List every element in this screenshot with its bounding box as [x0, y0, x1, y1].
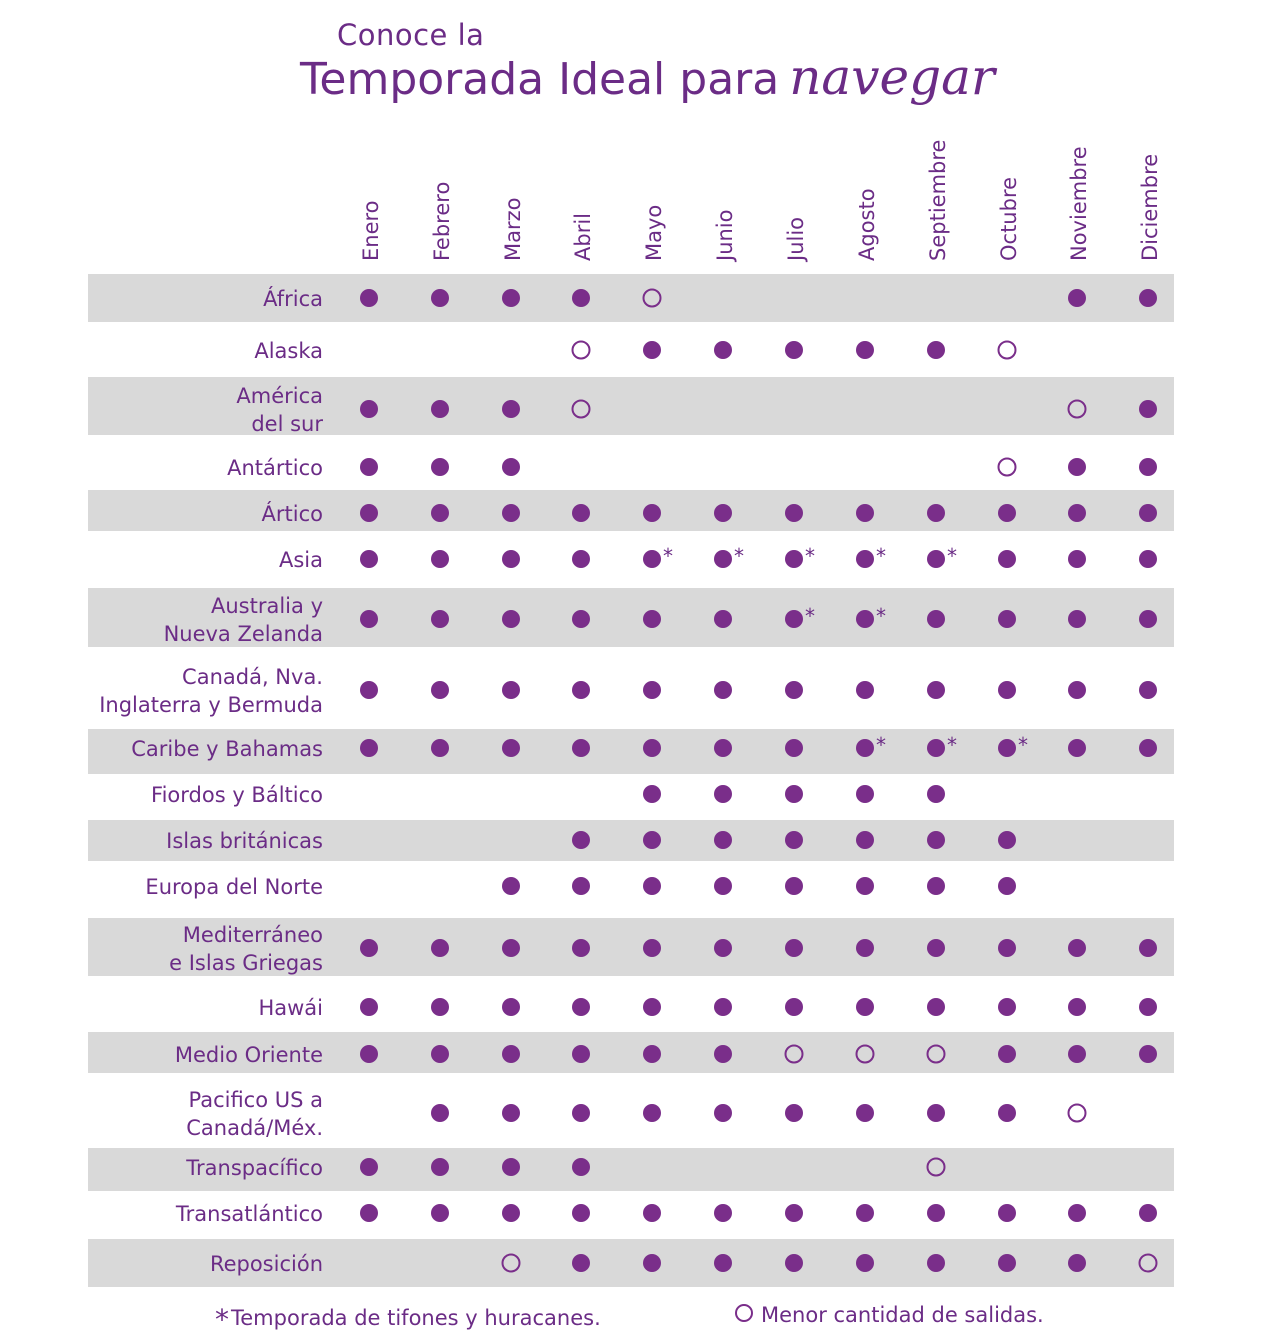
season-dot [502, 1045, 520, 1063]
season-dot [431, 458, 449, 476]
season-dot [856, 998, 874, 1016]
season-dot [785, 341, 803, 359]
hurricane-star: * [663, 544, 673, 568]
season-dot [643, 1254, 661, 1272]
season-dot [360, 504, 378, 522]
season-dot [714, 739, 732, 757]
season-dot [856, 681, 874, 699]
region-label: Antártico [227, 456, 323, 480]
season-dot [998, 1204, 1016, 1222]
season-dot [431, 739, 449, 757]
season-dot [360, 458, 378, 476]
season-dot [856, 610, 874, 628]
season-dot [714, 550, 732, 568]
season-dot [431, 610, 449, 628]
region-label: Caribe y Bahamas [131, 737, 323, 761]
season-dot [572, 1204, 590, 1222]
season-dot [502, 1158, 520, 1176]
season-dot [1139, 610, 1157, 628]
season-dot [431, 1045, 449, 1063]
season-dot [643, 1204, 661, 1222]
season-dot [1068, 998, 1086, 1016]
season-dot [643, 998, 661, 1016]
season-dot [714, 504, 732, 522]
season-dot [856, 877, 874, 895]
legend-hurricane-label: Temporada de tifones y huracanes. [231, 1306, 601, 1330]
season-dot [785, 1204, 803, 1222]
season-dot [927, 877, 945, 895]
season-dot [431, 400, 449, 418]
legend-fewer-departures [735, 1303, 1044, 1327]
season-dot [998, 504, 1016, 522]
season-dot [856, 1204, 874, 1222]
season-dot [714, 939, 732, 957]
region-label: Asia [278, 548, 323, 572]
season-dot [643, 877, 661, 895]
season-dot [431, 1158, 449, 1176]
region-label: Australia y [211, 594, 323, 618]
season-dot [360, 1204, 378, 1222]
season-dot [998, 877, 1016, 895]
month-label: Enero [359, 200, 383, 261]
hurricane-star: * [947, 733, 957, 757]
month-label: Abril [571, 213, 595, 261]
season-dot [502, 877, 520, 895]
month-label: Agosto [855, 188, 879, 261]
season-dot [1068, 458, 1086, 476]
title-script-word: navegar [789, 48, 995, 106]
season-dot [502, 739, 520, 757]
region-label: Islas británicas [166, 829, 323, 853]
kicker-title: Conoce la [337, 18, 485, 52]
season-dot [643, 550, 661, 568]
month-label: Julio [784, 216, 808, 261]
season-dot [785, 785, 803, 803]
season-dot [785, 939, 803, 957]
legend-fewer-label: Menor cantidad de salidas. [761, 1303, 1044, 1327]
season-dot [1139, 289, 1157, 307]
season-dot [856, 1254, 874, 1272]
season-dot [714, 681, 732, 699]
season-dot [572, 939, 590, 957]
season-dot [572, 831, 590, 849]
season-dot [1068, 1204, 1086, 1222]
season-dot [502, 610, 520, 628]
region-label: Canadá/Méx. [186, 1116, 323, 1140]
season-dot [1068, 681, 1086, 699]
fewer-departures-circle [999, 459, 1016, 476]
season-dot [431, 681, 449, 699]
season-dot [998, 550, 1016, 568]
region-label: África [263, 287, 323, 311]
season-dot [643, 939, 661, 957]
season-dot [572, 877, 590, 895]
season-dot [1139, 550, 1157, 568]
region-label: Fiordos y Báltico [151, 783, 323, 807]
season-dot [785, 1254, 803, 1272]
season-dot [927, 681, 945, 699]
season-dot [714, 998, 732, 1016]
season-dot [785, 610, 803, 628]
region-label: Hawái [258, 996, 323, 1020]
season-dot [431, 550, 449, 568]
season-dot [1068, 939, 1086, 957]
season-dot [927, 1254, 945, 1272]
season-dot [1139, 939, 1157, 957]
season-dot [572, 550, 590, 568]
season-dot [360, 681, 378, 699]
season-dot [714, 341, 732, 359]
season-dot [643, 831, 661, 849]
fewer-departures-circle [573, 342, 590, 359]
season-dot [643, 681, 661, 699]
season-dot [927, 550, 945, 568]
season-dot [856, 739, 874, 757]
season-dot [502, 550, 520, 568]
season-dot [785, 998, 803, 1016]
season-dot [1139, 504, 1157, 522]
season-dot [998, 998, 1016, 1016]
month-label: Marzo [501, 197, 525, 261]
season-dot [1139, 458, 1157, 476]
season-dot [856, 504, 874, 522]
hurricane-star: * [947, 544, 957, 568]
season-dot [431, 998, 449, 1016]
region-label: Transpacífico [186, 1156, 323, 1180]
season-dot [1139, 1204, 1157, 1222]
hurricane-star: * [805, 604, 815, 628]
region-label: Medio Oriente [174, 1043, 323, 1067]
season-dot [714, 877, 732, 895]
season-dot [927, 998, 945, 1016]
season-dot [643, 1104, 661, 1122]
season-dot [431, 289, 449, 307]
season-dot [502, 289, 520, 307]
season-dot [502, 1204, 520, 1222]
region-label: Transatlántico [175, 1202, 323, 1226]
season-dot [502, 1104, 520, 1122]
season-dot [927, 739, 945, 757]
month-label: Febrero [430, 181, 454, 261]
hurricane-star: * [734, 544, 744, 568]
season-dot [643, 504, 661, 522]
season-dot [502, 400, 520, 418]
hurricane-star: * [876, 544, 886, 568]
region-label: del sur [251, 412, 323, 436]
region-label: Inglaterra y Bermuda [99, 693, 323, 717]
season-dot [572, 1104, 590, 1122]
region-label: Europa del Norte [145, 875, 323, 899]
season-dot [927, 504, 945, 522]
season-dot [431, 504, 449, 522]
season-dot [927, 1104, 945, 1122]
season-dot [360, 550, 378, 568]
region-label: Alaska [254, 339, 323, 363]
season-dot [572, 610, 590, 628]
season-dot [360, 610, 378, 628]
fewer-departures-circle [999, 342, 1016, 359]
season-dot [998, 1254, 1016, 1272]
season-dot [856, 831, 874, 849]
season-dot [927, 1204, 945, 1222]
season-dot [1068, 739, 1086, 757]
season-dot [785, 681, 803, 699]
season-dot [714, 610, 732, 628]
hurricane-star: * [876, 733, 886, 757]
season-dot [643, 1045, 661, 1063]
season-dot [785, 550, 803, 568]
season-dot [714, 1254, 732, 1272]
season-dot [785, 831, 803, 849]
month-label: Octubre [997, 176, 1021, 261]
season-dot [431, 1204, 449, 1222]
season-dot [856, 1104, 874, 1122]
season-dot [572, 739, 590, 757]
season-dot [998, 831, 1016, 849]
season-dot [714, 1104, 732, 1122]
season-dot [856, 341, 874, 359]
season-dot [785, 504, 803, 522]
season-dot [360, 1158, 378, 1176]
fewer-departures-circle [1069, 1105, 1086, 1122]
season-dot [714, 785, 732, 803]
region-label: Ártico [261, 502, 323, 526]
season-dot [856, 550, 874, 568]
month-label: Noviembre [1067, 146, 1091, 261]
season-dot [1068, 1254, 1086, 1272]
region-label: Pacifico US a [188, 1088, 323, 1112]
season-dot [998, 610, 1016, 628]
season-dot [360, 400, 378, 418]
hurricane-star: * [805, 544, 815, 568]
season-dot [572, 1158, 590, 1176]
season-dot [360, 739, 378, 757]
hurricane-star: * [1018, 733, 1028, 757]
hurricane-star: * [876, 604, 886, 628]
season-dot [1068, 504, 1086, 522]
season-dot [1068, 289, 1086, 307]
season-dot [927, 610, 945, 628]
season-dot [572, 504, 590, 522]
season-dot [572, 681, 590, 699]
season-dot [502, 998, 520, 1016]
season-dot [431, 1104, 449, 1122]
season-dot [643, 739, 661, 757]
season-dot [998, 739, 1016, 757]
season-dot [1139, 400, 1157, 418]
season-dot [1068, 550, 1086, 568]
region-label: América [236, 384, 323, 408]
season-dot [572, 1254, 590, 1272]
month-label: Diciembre [1138, 153, 1162, 261]
season-dot [572, 998, 590, 1016]
season-dot [998, 939, 1016, 957]
season-dot [643, 610, 661, 628]
region-label: Nueva Zelanda [163, 622, 323, 646]
season-dot [714, 1045, 732, 1063]
month-label: Septiembre [926, 139, 950, 261]
season-dot [1068, 1045, 1086, 1063]
season-dot [1068, 610, 1086, 628]
region-label: Mediterráneo [182, 923, 323, 947]
hurricane-star-icon: * [215, 1303, 229, 1336]
season-dot [572, 289, 590, 307]
season-dot [1139, 681, 1157, 699]
season-dot [502, 939, 520, 957]
season-dot [785, 739, 803, 757]
season-dot [998, 1104, 1016, 1122]
season-dot [998, 1045, 1016, 1063]
open-circle-icon [735, 1304, 753, 1322]
region-label: Canadá, Nva. [182, 665, 323, 689]
season-dot [572, 1045, 590, 1063]
season-dot [856, 939, 874, 957]
season-dot [927, 831, 945, 849]
row-band [88, 274, 1174, 322]
season-dot [714, 831, 732, 849]
season-dot [1139, 1045, 1157, 1063]
month-label: Junio [713, 209, 737, 261]
season-dot [927, 785, 945, 803]
season-dot [1139, 998, 1157, 1016]
legend-hurricane [215, 1303, 601, 1336]
season-dot [714, 1204, 732, 1222]
season-dot [1139, 739, 1157, 757]
season-dot [927, 939, 945, 957]
season-dot [856, 785, 874, 803]
season-dot [360, 939, 378, 957]
season-dot [502, 681, 520, 699]
season-dot [785, 877, 803, 895]
season-dot [360, 289, 378, 307]
season-dot [785, 1104, 803, 1122]
region-label: e Islas Griegas [169, 951, 323, 975]
season-dot [360, 1045, 378, 1063]
month-label: Mayo [642, 204, 666, 261]
season-dot [502, 504, 520, 522]
season-dot [643, 341, 661, 359]
season-dot [998, 681, 1016, 699]
title-main: Temporada Ideal para [300, 54, 780, 105]
season-dot [643, 785, 661, 803]
season-dot [431, 939, 449, 957]
season-dot [502, 458, 520, 476]
region-label: Reposición [209, 1252, 323, 1276]
season-dot [927, 341, 945, 359]
season-dot [360, 998, 378, 1016]
